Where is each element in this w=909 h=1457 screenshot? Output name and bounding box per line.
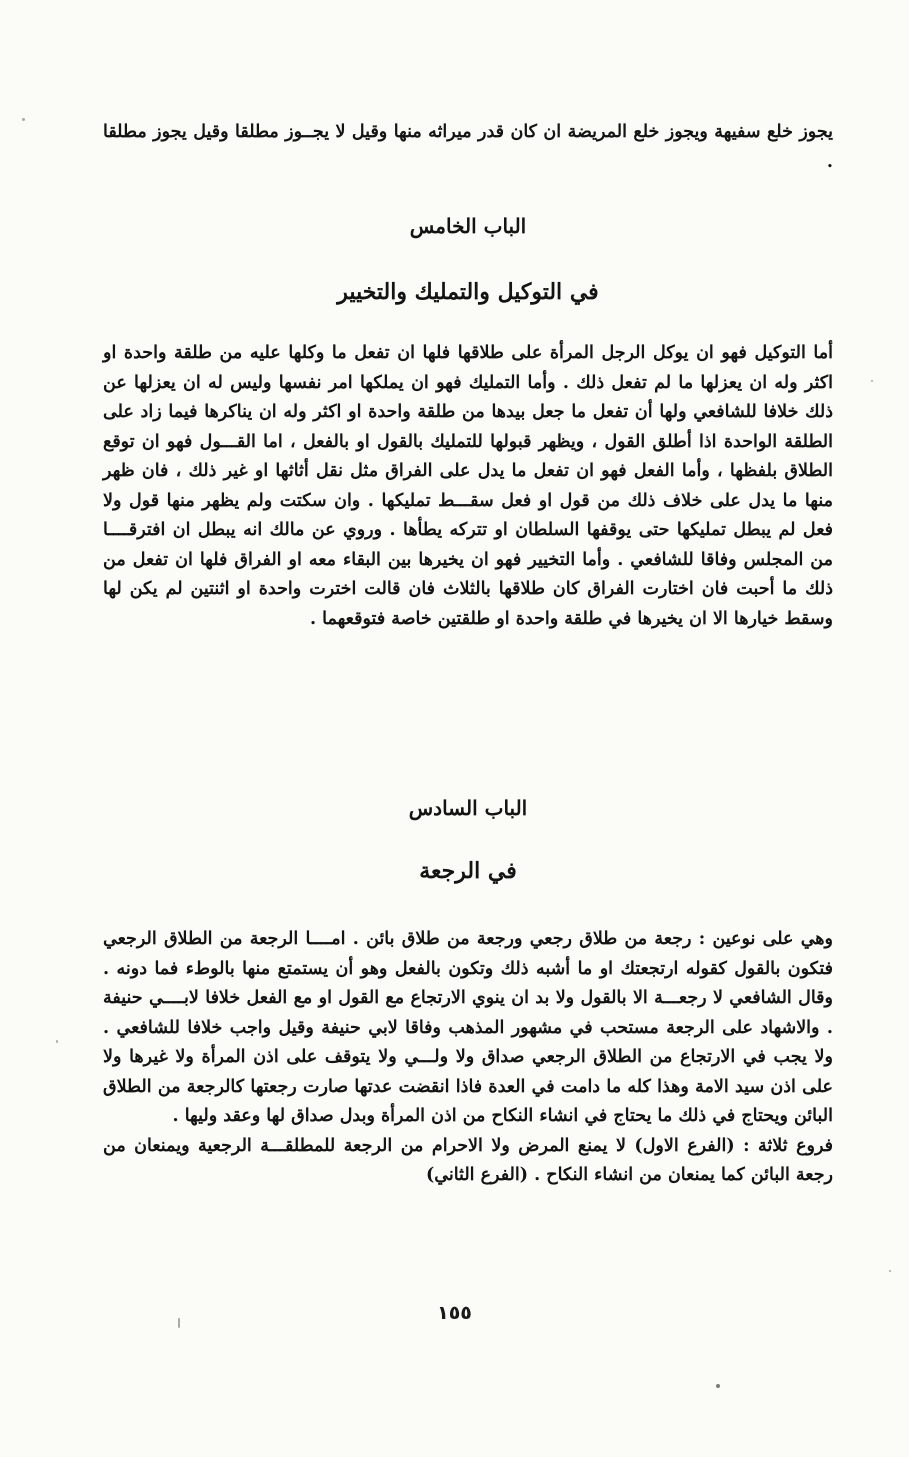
branches-label: فروع ثلاثة :: [743, 1135, 834, 1156]
chapter-5-title: الباب الخامس: [409, 214, 527, 238]
chapter-6-title: الباب السادس: [408, 796, 528, 820]
chapter-5-paragraph: أما التوكيل فهو ان يوكل الرجل المرأة على طلاقها فلها ان تفعل ما وكلها عليه من طلقة واحدة او اكثر وله ان يعزلها ما لم تفعل ذلك . وأما التمليك فهو ان يملكها امر نفسها وليس له ان يعزلها عن ذلك خلافا للشافعي ولها أن تفعل ما جعل بيدها من طلقة واحدة او اكثر وله ان يناكرها فيما زاد على الطلقة الواحدة اذا أطلق القول ، ويظهر قبولها للتمليك بالقول او بالفعل ، اما القـــول فهو ان توقع الطلاق بلفظها ، وأما الفعل فهو ان تفعل ما يدل على الفراق مثل نقل أثاثها او غير ذلك ، فان ظهر منها ما يدل على خلاف ذلك من قول او فعل سقـــط تمليكها . وان سكتت ولم يظهر منها قول ولا فعل لم يبطل تمليكها حتى يوقفها السلطان او تتركه يطأها . وروي عن مالك انه يبطل ان افترقــــا من المجلس وفاقا للشافعي . وأما التخيير فهو ان يخيرها بين البقاء معه او الفراق فلها ان تفعل من ذلك ما أحبت فان اختارت الفراق كان طلاقها بالثلاث فان قالت اخترت واحدة او اثنتين لم يكن لها وسقط خيارها الا ان يخيرها في طلقة واحدة او طلقتين خاصة فتوقعهما .: [103, 343, 833, 629]
scan-speck: [56, 1040, 58, 1043]
chapter-6-subtitle: في الرجعة: [419, 858, 517, 884]
chapter-5-body: [103, 339, 833, 634]
page-number: ١٥٥: [437, 1302, 472, 1324]
intro-paragraph: [103, 118, 833, 177]
chapter-6-branches: [103, 1132, 833, 1191]
scan-speck: [871, 380, 873, 382]
chapter-6-body: [103, 925, 833, 1191]
intro-text: يجوز خلع سفيهة ويجوز خلع المريضة ان كان قدر ميراثه منها وقيل لا يجــوز مطلقا وقيل يجوز مطلقا .: [103, 122, 833, 172]
scan-speck: [889, 1270, 891, 1272]
chapter-6-paragraph: وهي على نوعين : رجعة من طلاق رجعي ورجعة من طلاق بائن . امــــا الرجعة من الطلاق الرجعي فتكون بالقول كقوله ارتجعتك او ما أشبه ذلك وتكون بالفعل وهو أن يستمتع منها بالوطء فما دونه . وقال الشافعي لا رجعـــة الا بالقول ولا بد ان ينوي الارتجاع مع القول او مع الفعل خلافا لابــــي حنيفة . والاشهاد على الرجعة مستحب في مشهور المذهب وفاقا لابي حنيفة وقيل واجب خلافا للشافعي . ولا يجب في الارتجاع من الطلاق الرجعي صداق ولا ولـــي ولا يتوقف على اذن المرأة ولا غيرها ولا على اذن سيد الامة وهذا كله ما دامت في العدة فاذا انقضت عدتها صارت رجعتها كالرجعة من الطلاق البائن ويحتاج في ذلك ما يحتاج في انشاء النكاح من اذن المرأة وبدل صداق لها وعقد وليها .: [103, 929, 833, 1126]
branches-text: (الفرع الاول) لا يمنع المرض ولا الاحرام من الرجعة للمطلقـــة الرجعية ويمنعان من رجعة البائن كما يمنعان من انشاء النكاح . (الفرع الثاني): [103, 1135, 833, 1185]
chapter-5-subtitle: في التوكيل والتمليك والتخيير: [337, 279, 599, 305]
scan-speck: [22, 118, 25, 121]
scan-speck: [716, 1384, 720, 1388]
